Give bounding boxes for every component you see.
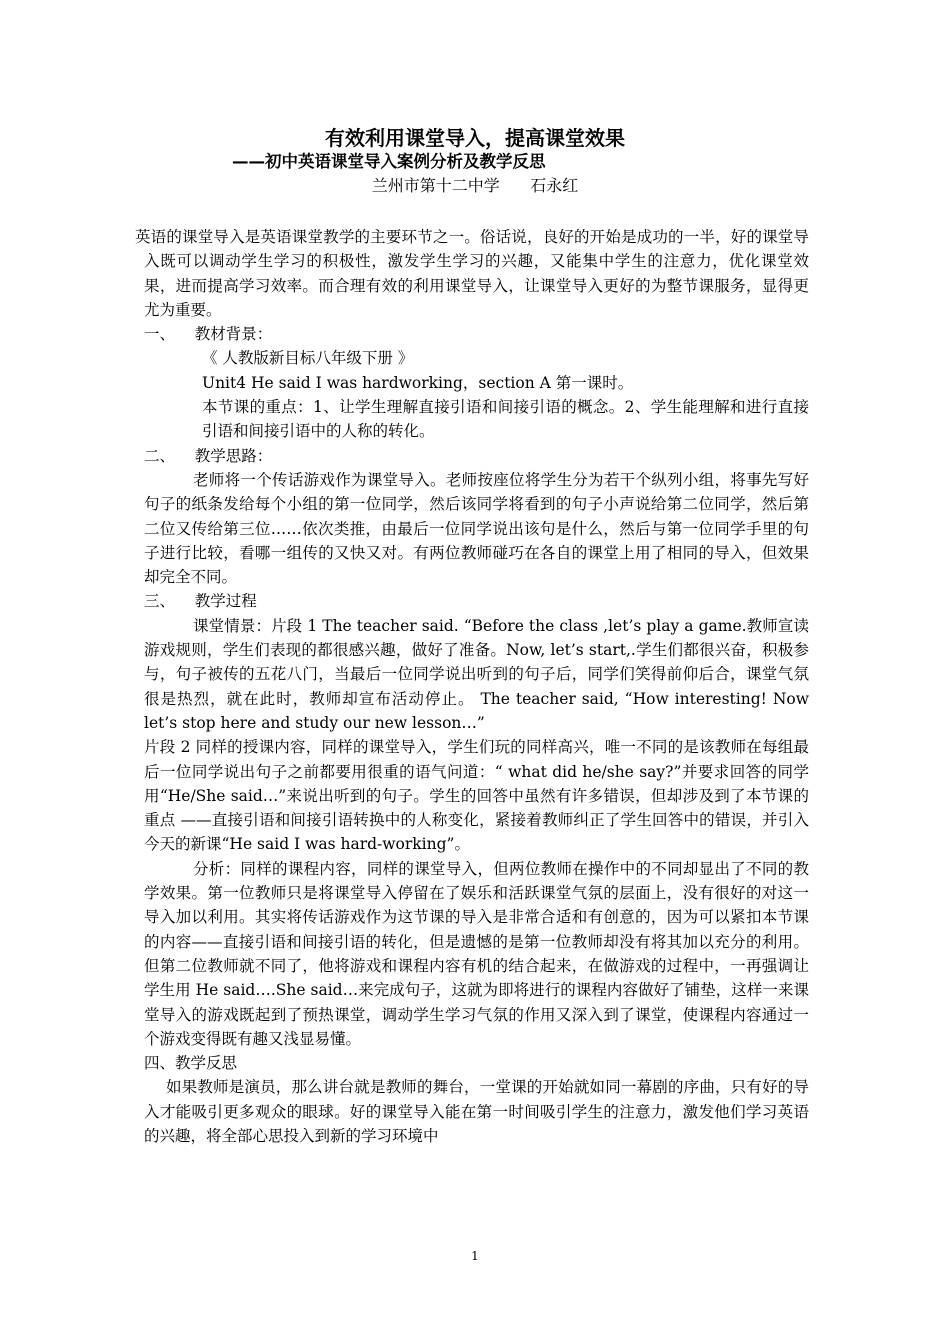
document-body — [135, 225, 809, 1148]
intro-paragraph: 英语的课堂导入是英语课堂教学的主要环节之一。俗话说，良好的开始是成功的一半，好的课堂导入既可以调动学生学习的积极性，激发学生学习的兴趣，又能集中学生的注意力，优化课堂效果，进而提高学习效率。而合理有效的利用课堂导入，让课堂导入更好的为整节课服务，显得更尤为重要。 — [135, 228, 809, 319]
section-heading-background: 一、 教材背景： — [144, 325, 273, 344]
document-title: 有效利用课堂导入，提高课堂效果 — [325, 126, 625, 150]
page-number: 1 — [471, 1249, 479, 1263]
analysis-paragraph: 分析：同样的课程内容，同样的课堂导入，但两位教师在操作中的不同却显出了不同的教学效果。第一位教师只是将课堂导入停留在了娱乐和活跃课堂气氛的层面上，没有很好的对这一导入加以利用。其实将传话游戏作为这节课的导入是非常合适和有创意的，因为可以紧扣本节课的内容——直接引语和间接引语的转化，但是遗憾的是第一位教师却没有将其加以充分的利用。但第二位教师就不同了，他将游戏和课程内容有机的结合起来，在做游戏的过程中，一再强调让学生用 He said….She said…来完成句子，这就为即将进行的课程内容做好了铺垫，这样一来课堂导入的游戏既起到了预热课堂，调动学生学习气氛的作用又深入到了课堂，使课程内容通过一个游戏变得既有趣又浅显易懂。 — [144, 859, 809, 1048]
scene-two-paragraph: 片段 2 同样的授课内容，同样的课堂导入，学生们玩的同样高兴，唯一不同的是该教师在每组最后一位同学说出句子之前都要用很重的语气问道：“ what did he/she say?”并要求回答的同学用“He/She said…”来说出听到的句子。学生的回答中虽然有许多错误，但却涉及到了本节课的重点 ——直接引语和间接引语转换中的人称变化，紧接着教师纠正了学生回答中的错误，并引入今天的新课“He said I was hard-working”。 — [144, 738, 809, 854]
unit-info: Unit4 He said I was hardworking，section A 第一课时。 — [202, 373, 634, 392]
approach-paragraph: 老师将一个传话游戏作为课堂导入。老师按座位将学生分为若干个纵列小组，将事先写好句子的纸条发给每个小组的第一位同学，然后该同学将看到的句子小声说给第二位同学，然后第二位又传给第三位……依次类推，由最后一位同学说出该句是什么，然后与第一位同学手里的句子进行比较，看哪一组传的又快又对。有两位教师碰巧在各自的课堂上用了相同的导入，但效果却完全不同。 — [144, 470, 809, 587]
scene-one-paragraph: 课堂情景：片段 1 The teacher said. “Before the class ,let’s play a game.教师宣读游戏规则，学生们表现的都很感兴趣，做好了准备。Now, let’s start,.学生们都很兴奋，积极参与，句子被传的五花八门，当最后一位同学说出听到的句子后，同学们笑得前仰后合，课堂气氛很是热烈，就在此时，教师却宣布活动停止。 The teacher said, “How interesting! Now let’s stop here and study our new lesson…” — [144, 616, 809, 732]
section-heading-reflection: 四、教学反思 — [144, 1054, 238, 1073]
section-heading-approach: 二、 教学思路： — [144, 446, 273, 465]
reflection-paragraph: 如果教师是演员，那么讲台就是教师的舞台，一堂课的开始就如同一幕剧的序曲，只有好的导入才能吸引更多观众的眼球。好的课堂导入能在第一时间吸引学生的注意力，激发他们学习英语的兴趣，将全部心思投入到新的学习环境中 — [144, 1078, 809, 1145]
author-line: 兰州市第十二中学 石永红 — [371, 176, 579, 195]
textbook-name: 《 人教版新目标八年级下册 》 — [202, 349, 414, 368]
lesson-focus: 本节课的重点：1、让学生理解直接引语和间接引语的概念。2、学生能理解和进行直接引语和间接引语中的人称的转化。 — [202, 398, 809, 441]
section-heading-process: 三、 教学过程 — [144, 592, 257, 611]
document-subtitle: ——初中英语课堂导入案例分析及教学反思 — [232, 152, 546, 171]
